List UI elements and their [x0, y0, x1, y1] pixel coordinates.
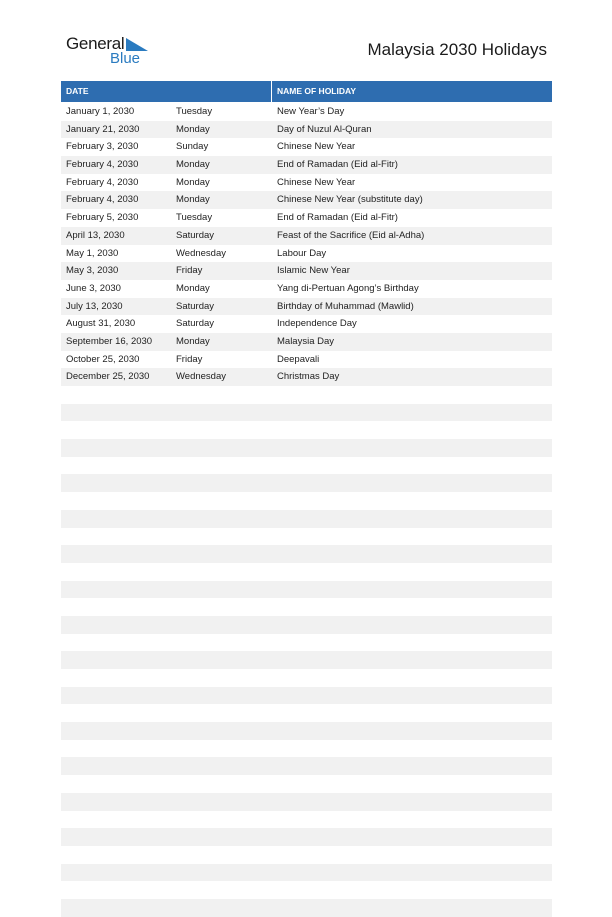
table-row [61, 121, 552, 139]
table-row [61, 315, 552, 333]
cell-holiday-name: Feast of the Sacrifice (Eid al-Adha) [277, 229, 425, 241]
table-body [61, 103, 552, 917]
cell-holiday-name: Malaysia Day [277, 335, 335, 347]
table-row [61, 598, 552, 616]
table-row [61, 881, 552, 899]
table-row [61, 793, 552, 811]
table-row [61, 368, 552, 386]
cell-day: Saturday [176, 229, 215, 241]
cell-day: Monday [176, 176, 210, 188]
table-row [61, 528, 552, 546]
cell-date: October 25, 2030 [66, 353, 140, 365]
cell-holiday-name: Chinese New Year (substitute day) [277, 194, 423, 206]
table-row [61, 510, 552, 528]
table-row [61, 262, 552, 280]
cell-day: Monday [176, 159, 210, 171]
page-title: Malaysia 2030 Holidays [367, 40, 547, 59]
cell-date: February 4, 2030 [66, 159, 139, 171]
table-row [61, 545, 552, 563]
table-row [61, 174, 552, 192]
cell-date: January 21, 2030 [66, 123, 140, 135]
cell-day: Monday [176, 335, 210, 347]
cell-day: Wednesday [176, 247, 226, 259]
holiday-table [61, 81, 552, 917]
cell-date: May 3, 2030 [66, 265, 119, 277]
cell-holiday-name: Birthday of Muhammad (Mawlid) [277, 300, 414, 312]
logo [66, 34, 156, 68]
table-row [61, 191, 552, 209]
cell-date: February 4, 2030 [66, 194, 139, 206]
cell-holiday-name: Chinese New Year [277, 176, 356, 188]
cell-holiday-name: Deepavali [277, 353, 320, 365]
table-row [61, 846, 552, 864]
table-row [61, 404, 552, 422]
cell-holiday-name: Day of Nuzul Al-Quran [277, 123, 372, 135]
table-row [61, 811, 552, 829]
cell-holiday-name: Independence Day [277, 318, 357, 330]
table-row [61, 828, 552, 846]
table-row [61, 492, 552, 510]
cell-date: April 13, 2030 [66, 229, 125, 241]
table-row [61, 775, 552, 793]
table-row [61, 581, 552, 599]
table-row [61, 669, 552, 687]
table-row [61, 103, 552, 121]
table-row [61, 722, 552, 740]
column-header-date: DATE [66, 86, 89, 96]
table-row [61, 757, 552, 775]
table-row [61, 457, 552, 475]
table-row [61, 138, 552, 156]
cell-day: Saturday [176, 318, 215, 330]
cell-date: May 1, 2030 [66, 247, 119, 259]
table-row [61, 280, 552, 298]
column-header-name: NAME OF HOLIDAY [277, 86, 357, 96]
table-row [61, 245, 552, 263]
table-row [61, 156, 552, 174]
table-row [61, 439, 552, 457]
cell-holiday-name: End of Ramadan (Eid al-Fitr) [277, 159, 398, 171]
table-row [61, 704, 552, 722]
table-row [61, 351, 552, 369]
table-row [61, 899, 552, 917]
cell-date: August 31, 2030 [66, 318, 136, 330]
table-row [61, 227, 552, 245]
cell-date: December 25, 2030 [66, 371, 150, 383]
cell-date: June 3, 2030 [66, 282, 121, 294]
cell-day: Friday [176, 265, 203, 277]
cell-holiday-name: Labour Day [277, 247, 327, 259]
table-row [61, 474, 552, 492]
cell-date: September 16, 2030 [66, 335, 153, 347]
cell-day: Tuesday [176, 106, 213, 117]
cell-day: Monday [176, 194, 210, 206]
cell-day: Sunday [176, 141, 209, 153]
cell-date: February 4, 2030 [66, 176, 139, 188]
cell-holiday-name: Islamic New Year [277, 265, 350, 277]
table-row [61, 563, 552, 581]
table-row [61, 616, 552, 634]
cell-day: Saturday [176, 300, 215, 312]
cell-holiday-name: Chinese New Year [277, 141, 356, 153]
cell-day: Monday [176, 123, 210, 135]
table-row [61, 386, 552, 404]
cell-date: February 5, 2030 [66, 212, 139, 224]
cell-holiday-name: End of Ramadan (Eid al-Fitr) [277, 212, 398, 224]
logo-wordmark-blue: Blue [110, 50, 141, 67]
cell-holiday-name: Yang di-Pertuan Agong’s Birthday [277, 282, 419, 294]
table-row [61, 634, 552, 652]
cell-date: January 1, 2030 [66, 106, 135, 117]
table-row [61, 740, 552, 758]
logo-wordmark-general: General [66, 34, 125, 53]
header-divider [271, 81, 272, 102]
cell-holiday-name: Christmas Day [277, 371, 340, 383]
table-row [61, 651, 552, 669]
cell-day: Wednesday [176, 371, 226, 383]
table-row [61, 209, 552, 227]
cell-day: Tuesday [176, 212, 213, 224]
table-row [61, 421, 552, 439]
cell-holiday-name: New Year’s Day [277, 106, 345, 117]
cell-day: Monday [176, 282, 210, 294]
cell-date: July 13, 2030 [66, 300, 123, 312]
table-row [61, 298, 552, 316]
table-row [61, 864, 552, 882]
cell-date: February 3, 2030 [66, 141, 139, 153]
table-row [61, 687, 552, 705]
table-row [61, 333, 552, 351]
table-header [61, 81, 552, 102]
cell-day: Friday [176, 353, 203, 365]
